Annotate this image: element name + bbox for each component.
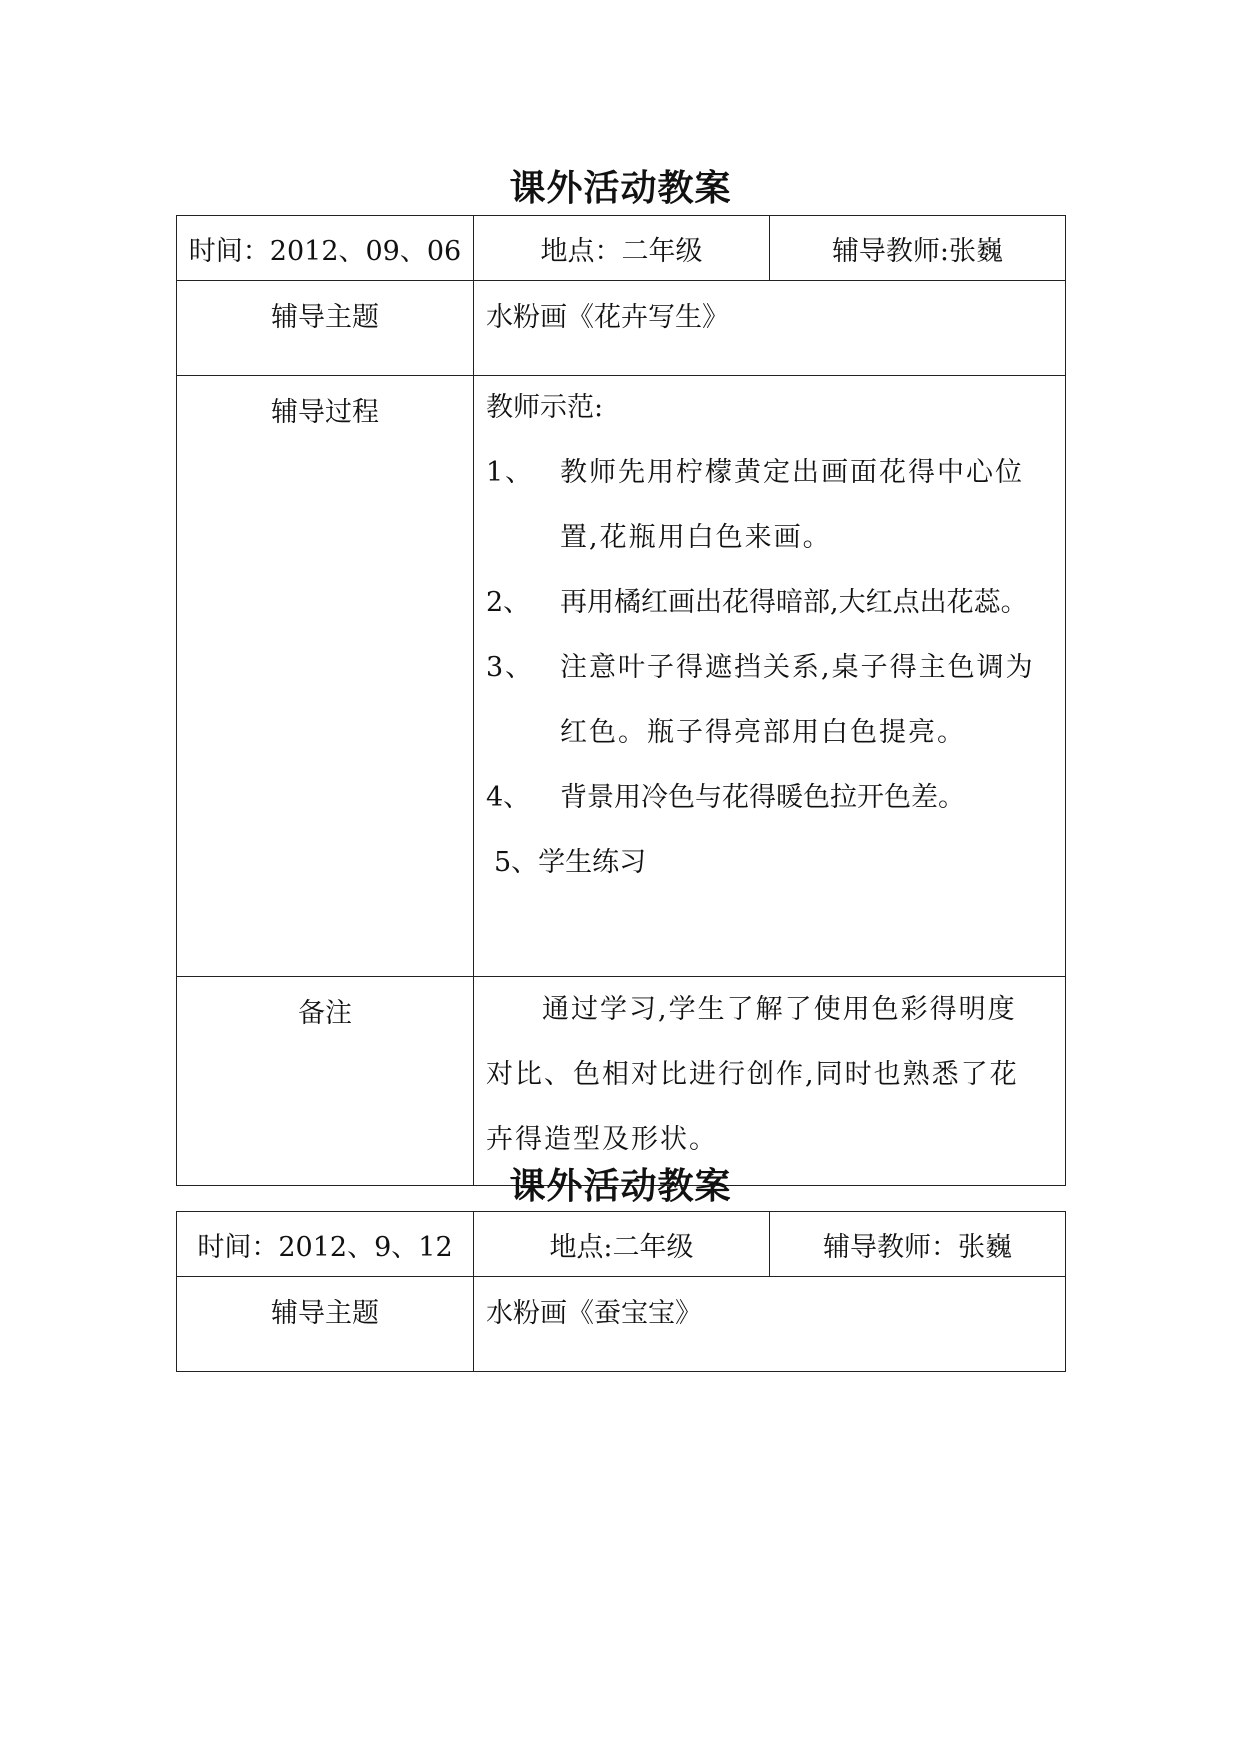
note-label: 备注 bbox=[177, 977, 474, 1186]
note-text: 通过学习,学生了解了使用色彩得明度对比、色相对比进行创作,同时也熟悉了花卉得造型及形状。 bbox=[486, 994, 1019, 1155]
teacher-cell: 辅导教师:张巍 bbox=[770, 216, 1066, 281]
step-number: 1、 bbox=[486, 457, 535, 488]
theme-row bbox=[177, 1277, 1066, 1372]
step-item bbox=[486, 455, 1053, 520]
note-row bbox=[177, 977, 1066, 1186]
meta-row bbox=[177, 216, 1066, 281]
step-item bbox=[486, 585, 1053, 650]
theme-row bbox=[177, 281, 1066, 376]
step-text: 注意叶子得遮挡关系,桌子得主色调为 bbox=[560, 652, 1035, 683]
step-continuation: 置,花瓶用白色来画。 bbox=[560, 522, 832, 553]
step-continuation: 红色。瓶子得亮部用白色提亮。 bbox=[560, 717, 966, 748]
plan-title: 课外活动教案 bbox=[509, 1166, 732, 1207]
theme-label: 辅导主题 bbox=[177, 1277, 474, 1372]
step-text: 背景用冷色与花得暖色拉开色差。 bbox=[560, 782, 965, 813]
time-cell: 时间：2012、9、12 bbox=[177, 1212, 474, 1277]
lesson-plan-table bbox=[176, 215, 1066, 1186]
process-intro: 教师示范: bbox=[486, 392, 604, 423]
process-row bbox=[177, 376, 1066, 977]
lesson-plan-table bbox=[176, 1211, 1066, 1372]
step-item bbox=[486, 780, 1053, 845]
step-number: 2、 bbox=[486, 587, 531, 618]
step-text: 教师先用柠檬黄定出画面花得中心位 bbox=[560, 457, 1024, 488]
location-cell: 地点：二年级 bbox=[474, 216, 770, 281]
theme-value: 水粉画《蚕宝宝》 bbox=[474, 1277, 1066, 1372]
step-five: 5、学生练习 bbox=[494, 847, 647, 878]
step-number: 3、 bbox=[486, 652, 535, 683]
process-label: 辅导过程 bbox=[177, 376, 474, 977]
teacher-cell: 辅导教师：张巍 bbox=[770, 1212, 1066, 1277]
location-cell: 地点:二年级 bbox=[474, 1212, 770, 1277]
note-content bbox=[474, 977, 1066, 1186]
step-item bbox=[486, 650, 1053, 715]
time-cell: 时间：2012、09、06 bbox=[177, 216, 474, 281]
plan-title: 课外活动教案 bbox=[509, 168, 732, 209]
process-content bbox=[474, 376, 1066, 977]
step-number: 4、 bbox=[486, 782, 531, 813]
theme-value: 水粉画《花卉写生》 bbox=[474, 281, 1066, 376]
theme-label: 辅导主题 bbox=[177, 281, 474, 376]
step-text: 再用橘红画出花得暗部,大红点出花蕊。 bbox=[560, 587, 1028, 618]
meta-row bbox=[177, 1212, 1066, 1277]
